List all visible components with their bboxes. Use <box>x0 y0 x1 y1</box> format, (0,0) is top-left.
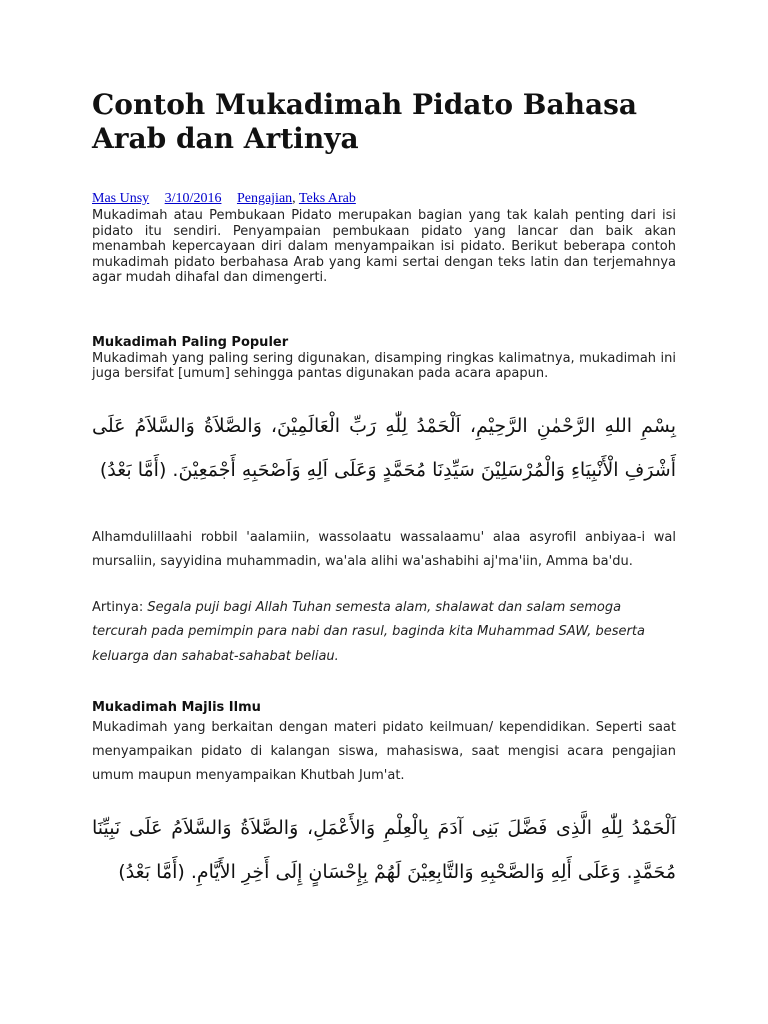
arabic-text-majlis-ilmu: اَلْحَمْدُ لِلّٰهِ الَّذِى فَضَّلَ بَنِى آدَمَ بِالْعِلْمِ وَالأَعْمَلِ، وَالصَّلاَةُ وَالسَّلاَمُ عَلَى نَبِيِّنَا مُحَمَّدٍ. وَعَلَى أَلِهِ وَالصَّحْبِهِ وَالتَّابِعِيْنَ لَهُمْ بِإِحْسَانٍ إِلَى أَخِرِ الأَيَّامِ. (أَمَّا بَعْدُ) <box>92 817 676 883</box>
translation-text: Segala puji bagi Allah Tuhan semesta alam, shalawat dan salam semoga tercurah pada pemimpin para nabi dan rasul, baginda kita Muhammad SAW, beserta keluarga dan sahabat-sahabat beliau. <box>92 599 645 664</box>
post-meta: Mas Unsy 3/10/2016 Pengajian, Teks Arab <box>92 191 356 206</box>
arabic-text-populer: بِسْمِ اللهِ الرَّحْمٰنِ الرَّحِيْمِ، اَلْحَمْدُ لِلّٰهِ رَبِّ الْعَالَمِيْنَ، وَالصَّلاَةُ وَالسَّلاَمُ عَلَى أَشْرَفِ الْأَنْبِيَاءِ وَالْمُرْسَلِيْنَ سَيِّدِنَا مُحَمَّدٍ وَعَلَى اَلِهِ وَاَصْحَبِهِ أَجْمَعِيْنَ. (أَمَّا بَعْدُ) <box>92 414 676 481</box>
intro-paragraph: Mukadimah atau Pembukaan Pidato merupakan bagian yang tak kalah penting dari isi pidato itu sendiri. Penyampaian pembukaan pidato yang lancar dan baik akan menambah kepercayaan diri dalam menyampaikan isi pidato. Berikut beberapa contoh mukadimah pidato berbahasa Arab yang kami sertai dengan teks latin dan terjemahnya agar mudah dihafal dan dimengerti. <box>92 208 676 285</box>
translation-label: Artinya: <box>92 599 148 615</box>
section-description-majlis-ilmu: Mukadimah yang berkaitan dengan materi pidato keilmuan/ kependidikan. Seperti saat menyampaikan pidato di kalangan siswa, mahasiswa, saat mengisi acara pengajian umum maupun menyampaikan Khutbah Jum'at. <box>92 720 676 783</box>
latin-transliteration: Alhamdulillaahi robbil 'aalamiin, wassolaatu wassalaamu' alaa asyrofil anbiyaa-i wal mursaliin, sayyidina muhammadin, wa'ala alihi wa'ashabihi aj'ma'iin, Amma ba'du. <box>92 529 676 569</box>
label-link-teks-arab[interactable]: Teks Arab <box>298 191 356 206</box>
translation-paragraph <box>92 596 676 670</box>
section-description-populer: Mukadimah yang paling sering digunakan, disamping ringkas kalimatnya, mukadimah ini juga bersifat [umum] sehingga pantas digunakan pada acara apapun. <box>92 350 676 381</box>
section-heading-populer: Mukadimah Paling Populer <box>92 334 289 350</box>
section-heading-majlis-ilmu: Mukadimah Majlis Ilmu <box>92 700 261 715</box>
article-title: Contoh Mukadimah Pidato Bahasa Arab dan Artinya <box>92 88 638 155</box>
date-link[interactable]: 3/10/2016 <box>164 191 222 206</box>
author-link[interactable]: Mas Unsy <box>92 191 150 206</box>
label-link-pengajian[interactable]: Pengajian <box>236 191 293 206</box>
